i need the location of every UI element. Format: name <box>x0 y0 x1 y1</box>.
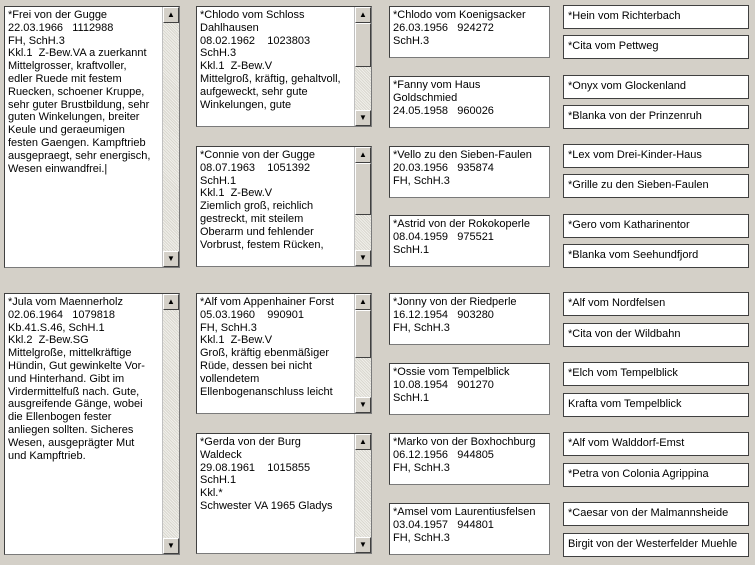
scroll-thumb[interactable] <box>355 310 371 358</box>
ancestor-name-field[interactable]: *Caesar von der Malmannsheide <box>563 502 749 526</box>
scrollbar[interactable] <box>162 294 179 554</box>
scroll-down-icon[interactable]: ▼ <box>163 538 179 554</box>
scroll-down-icon[interactable]: ▼ <box>355 397 371 413</box>
ancestor-name-field[interactable]: *Onyx vom Glockenland <box>563 75 749 99</box>
ancestor-name-field[interactable]: *Elch vom Tempelblick <box>563 362 749 386</box>
scroll-down-icon[interactable]: ▼ <box>355 537 371 553</box>
grandparent-textarea[interactable] <box>196 433 372 554</box>
scroll-down-icon[interactable]: ▼ <box>163 251 179 267</box>
grandparent-textarea[interactable] <box>196 293 372 414</box>
great-grandparent-textarea[interactable] <box>389 146 550 198</box>
sire-text: *Frei von der Gugge 22.03.1966 1112988 FH, SchH.3 Kkl.1 Z-Bew.VA a zuerkannt Mittelgrosser, kraftvoller, edler Ruede mit festem Ruecken, schoener Kruppe, sehr guter Brustbildung, sehr guten Winkelungen, breiter Keule und geraeumigen festen Gaengen. Kampftrieb ausgepraegt, sehr energisch, Wesen einwandfrei.| <box>8 9 151 175</box>
scroll-up-icon[interactable]: ▲ <box>163 7 179 23</box>
great-grandparent-text: *Chlodo vom Koenigsacker 26.03.1956 924272 SchH.3 <box>393 9 526 47</box>
ancestor-name-field[interactable]: *Blanka vom Seehundfjord <box>563 244 749 268</box>
great-grandparent-text: *Marko von der Boxhochburg 06.12.1956 944805 FH, SchH.3 <box>393 436 536 474</box>
grandparent-textarea[interactable] <box>196 146 372 267</box>
great-grandparent-textarea[interactable] <box>389 433 550 485</box>
scroll-down-icon[interactable]: ▼ <box>355 110 371 126</box>
ancestor-name-field[interactable]: *Blanka von der Prinzenruh <box>563 105 749 129</box>
ancestor-name-field[interactable]: *Alf vom Walddorf-Emst <box>563 432 749 456</box>
great-grandparent-text: *Vello zu den Sieben-Faulen 20.03.1956 935874 FH, SchH.3 <box>393 149 532 187</box>
scrollbar[interactable] <box>354 434 371 553</box>
great-grandparent-textarea[interactable] <box>389 76 550 128</box>
scroll-thumb[interactable] <box>355 23 371 67</box>
great-grandparent-textarea[interactable] <box>389 6 550 58</box>
great-grandparent-textarea[interactable] <box>389 503 550 555</box>
ancestor-name-field[interactable]: *Cita vom Pettweg <box>563 35 749 59</box>
great-grandparent-text: *Astrid von der Rokokoperle 08.04.1959 975521 SchH.1 <box>393 218 530 256</box>
ancestor-name-field[interactable]: *Petra von Colonia Agrippina <box>563 463 749 487</box>
scroll-up-icon[interactable]: ▲ <box>355 294 371 310</box>
ancestor-name-field[interactable]: Krafta vom Tempelblick <box>563 393 749 417</box>
great-grandparent-text: *Ossie vom Tempelblick 10.08.1954 901270 SchH.1 <box>393 366 510 404</box>
great-grandparent-text: *Fanny vom Haus Goldschmied 24.05.1958 960026 <box>393 79 494 117</box>
scroll-up-icon[interactable]: ▲ <box>355 147 371 163</box>
ancestor-name-field[interactable]: *Lex vom Drei-Kinder-Haus <box>563 144 749 168</box>
grandparent-text: *Alf vom Appenhainer Forst 05.03.1960 990901 FH, SchH.3 Kkl.1 Z-Bew.V Groß, kräftig ebenmäßiger Rüde, dessen bei nicht vollendetem Ellenbogenanschluss leicht <box>200 296 334 398</box>
scroll-up-icon[interactable]: ▲ <box>355 434 371 450</box>
scroll-up-icon[interactable]: ▲ <box>355 7 371 23</box>
grandparent-text: *Gerda von der Burg Waldeck 29.08.1961 1015855 SchH.1 Kkl.* Schwester VA 1965 Gladys <box>200 436 333 512</box>
scrollbar[interactable] <box>162 7 179 267</box>
ancestor-name-field[interactable]: *Cita von der Wildbahn <box>563 323 749 347</box>
dam-text: *Jula vom Maennerholz 02.06.1964 1079818 Kb.41.S.46, SchH.1 Kkl.2 Z-Bew.SG Mittelgroße, mittelkräftige Hündin, Gut gewinkelte Vor- und Hinterhand. Gibt im Virdermittelfuß nach. Gute, ausgreifende Gänge, wobei die Ellenbogen fester anliegen sollten. Sicheres Wesen, ausgeprägter Mut und Kampftrieb. <box>8 296 145 462</box>
great-grandparent-text: *Jonny von der Riedperle 16.12.1954 903280 FH, SchH.3 <box>393 296 517 334</box>
grandparent-textarea[interactable] <box>196 6 372 127</box>
ancestor-name-field[interactable]: Birgit von der Westerfelder Muehle <box>563 533 749 557</box>
scrollbar[interactable] <box>354 7 371 126</box>
scrollbar[interactable] <box>354 147 371 266</box>
great-grandparent-text: *Amsel vom Laurentiusfelsen 03.04.1957 944801 FH, SchH.3 <box>393 506 536 544</box>
grandparent-text: *Chlodo vom Schloss Dahlhausen 08.02.1962 1023803 SchH.3 Kkl.1 Z-Bew.V Mittelgroß, kräftig, gehaltvoll, aufgeweckt, sehr gute Winkelungen, gute <box>200 9 341 111</box>
sire-textarea[interactable] <box>4 6 180 268</box>
scrollbar[interactable] <box>354 294 371 413</box>
scroll-up-icon[interactable]: ▲ <box>163 294 179 310</box>
ancestor-name-field[interactable]: *Gero vom Katharinentor <box>563 214 749 238</box>
scroll-down-icon[interactable]: ▼ <box>355 250 371 266</box>
ancestor-name-field[interactable]: *Alf vom Nordfelsen <box>563 292 749 316</box>
great-grandparent-textarea[interactable] <box>389 293 550 345</box>
scroll-thumb[interactable] <box>355 163 371 215</box>
great-grandparent-textarea[interactable] <box>389 215 550 267</box>
dam-textarea[interactable] <box>4 293 180 555</box>
ancestor-name-field[interactable]: *Hein vom Richterbach <box>563 5 749 29</box>
grandparent-text: *Connie von der Gugge 08.07.1963 1051392 SchH.1 Kkl.1 Z-Bew.V Ziemlich groß, reichlich gestreckt, mit steilem Oberarm und fehlender Vorbrust, festem Rücken, <box>200 149 324 251</box>
great-grandparent-textarea[interactable] <box>389 363 550 415</box>
ancestor-name-field[interactable]: *Grille zu den Sieben-Faulen <box>563 174 749 198</box>
